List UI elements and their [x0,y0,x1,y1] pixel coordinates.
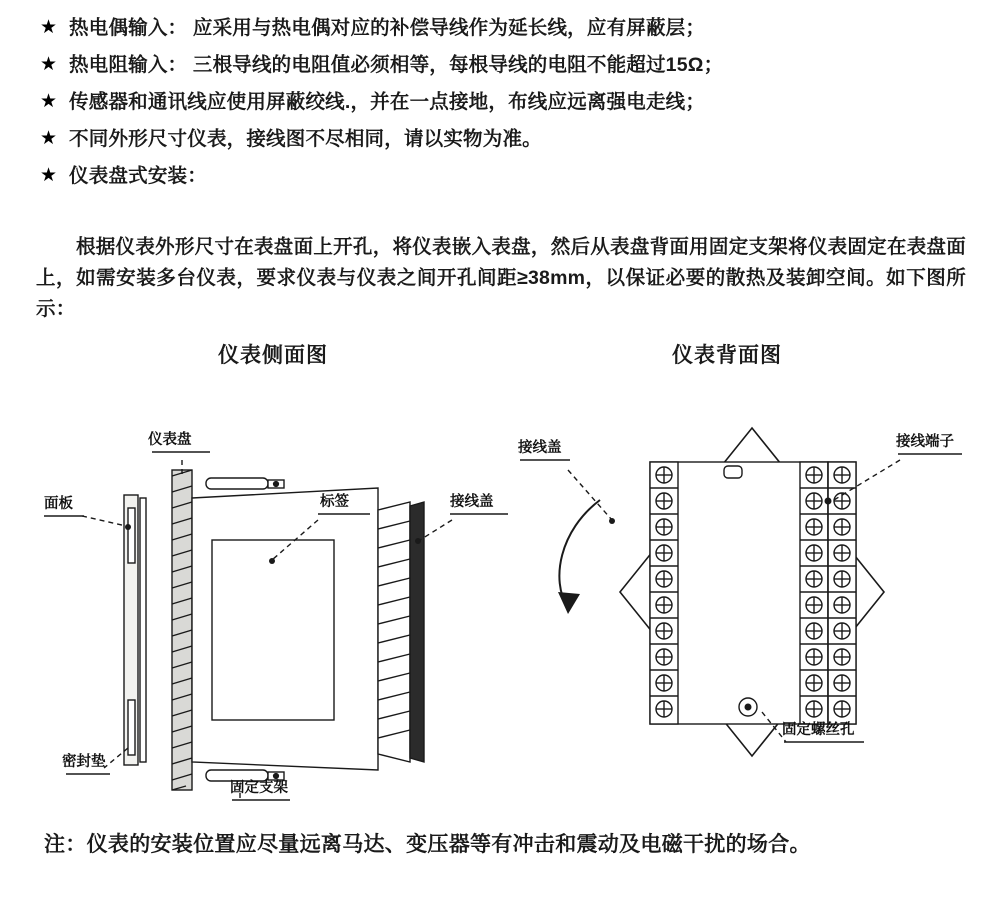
label-terminal: 接线端子 [896,434,954,450]
list-item-label: 不同外形尺寸仪表，接线图不尽相同，请以实物为准。 [69,128,542,150]
body-paragraph: 根据仪表外形尺寸在表盘面上开孔，将仪表嵌入表盘，然后从表盘背面用固定支架将仪表固定在表盘面上，如需安装多台仪表，要求仪表与仪表之间开孔间距≥38mm，以保证必要的散热及装卸空间。如下图所示： [36,236,966,320]
label-seal: 密封垫 [62,754,106,770]
list-item-label: 热电偶输入： 应采用与热电偶对应的补偿导线作为延长线，应有屏蔽层； [69,17,706,39]
label-wiring-cover-left: 接线盖 [450,494,494,510]
list-item [0,162,990,190]
footer-note: 注：仪表的安装位置应尽量远离马达、变压器等有冲击和震动及电磁干扰的场合。 [44,833,811,856]
front-panel-shape [124,495,138,765]
list-item-label: 传感器和通讯线应使用屏蔽绞线.，并在一点接地，布线应远离强电走线； [69,91,706,113]
star-icon: ★ [40,54,58,75]
star-icon: ★ [40,165,58,186]
list-item [0,14,990,42]
list-item-label: 仪表盘式安装： [69,165,207,187]
bullet-list [0,14,990,199]
leader-dots-right [609,518,615,524]
list-item-label: 热电阻输入： 三根导线的电阻值必须相等，每根导线的电阻不能超过15Ω； [69,54,724,76]
instrument-body-shape [192,488,378,770]
star-icon: ★ [40,128,58,149]
label-wiring-cover-right: 接线盖 [518,440,562,456]
figure-caption-side-view: 仪表侧面图 [218,343,328,367]
terminal-block-shape [378,502,410,762]
label-tag: 标签 [320,494,349,510]
rotation-arrow [558,500,600,614]
figure-caption-back-view: 仪表背面图 [672,343,782,367]
label-fixing-bracket: 固定支架 [230,780,288,796]
list-item [0,51,990,79]
star-icon: ★ [40,17,58,38]
label-meter-board: 仪表盘 [148,432,192,448]
terminal-highlight-marker [825,498,832,505]
diagram-area [0,380,990,820]
list-item [0,88,990,116]
label-panel: 面板 [44,496,73,512]
terminal-strip-left [650,462,678,724]
label-screw-hole: 固定螺丝孔 [782,722,855,738]
meter-board-shape [172,470,192,790]
fixing-bracket-top [206,478,284,489]
screw-hole-marker [739,698,757,716]
list-item [0,125,990,153]
seal-gasket-shape [140,498,146,762]
star-icon: ★ [40,91,58,112]
